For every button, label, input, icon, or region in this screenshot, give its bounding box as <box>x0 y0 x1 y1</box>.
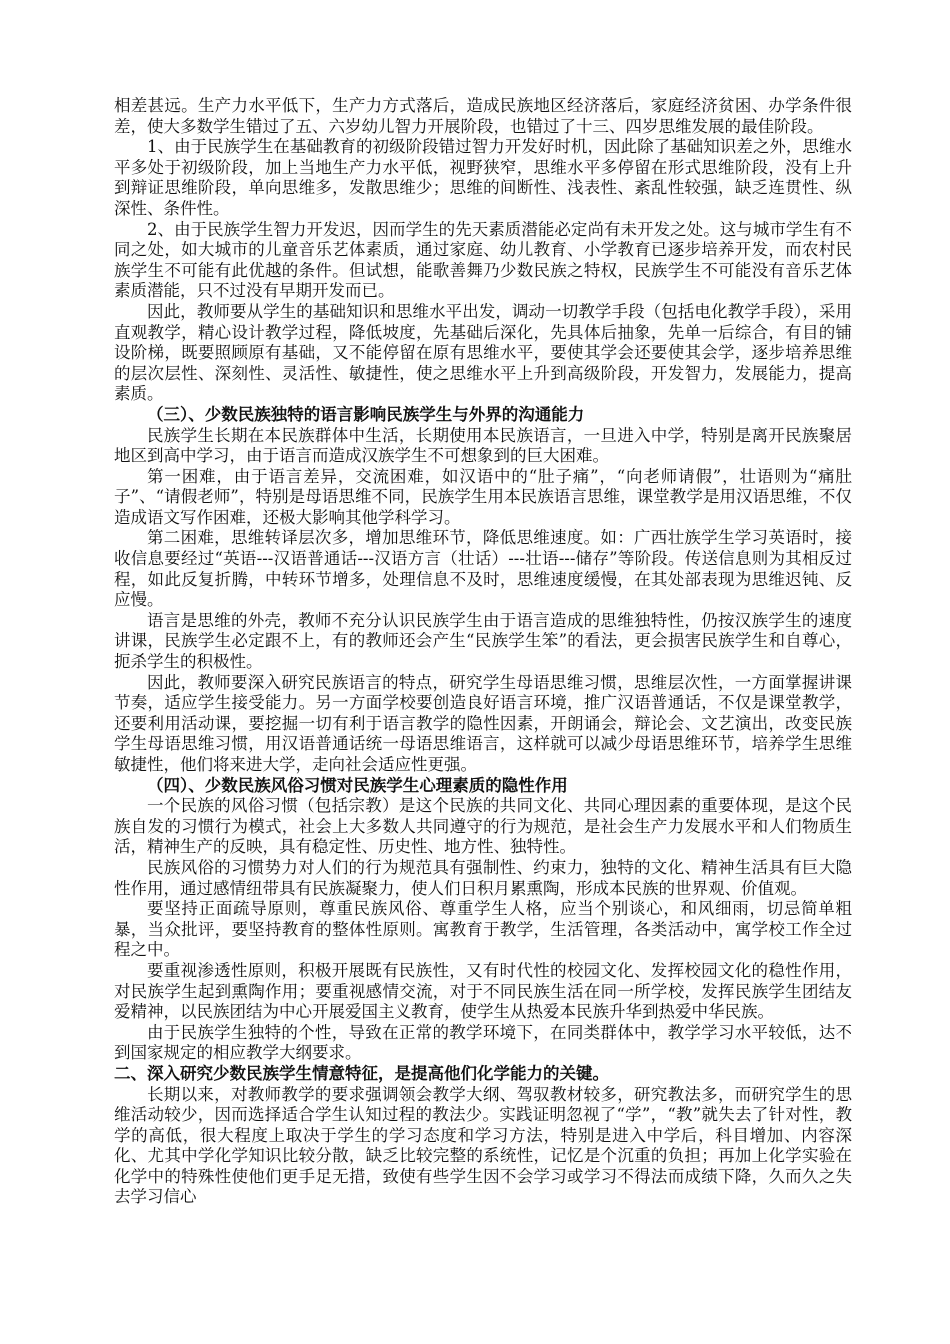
body-paragraph: 要重视渗透性原则，积极开展既有民族性，又有时代性的校园文化、发挥校园文化的稳性作用，对民族学生起到熏陶作用；要重视感情交流，对于不同民族生活在同一所学校，发挥民族学生团结友爱精神，以民族团结为中心开展爱国主义教育，使学生从热爱本民族升华到热爱中华民族。 <box>114 960 852 1022</box>
body-paragraph: 民族风俗的习惯势力对人们的行为规范具有强制性、约束力，独特的文化、精神生活具有巨大隐性作用，通过感情纽带具有民族凝聚力，使人们日积月累熏陶，形成本民族的世界观、价值观。 <box>114 857 852 898</box>
body-paragraph: 一个民族的风俗习惯（包括宗教）是这个民族的共同文化、共同心理因素的重要体现，是这个民族自发的习惯行为模式，社会上大多数人共同遵守的行为规范，是社会生产力发展水平和人们物质生活，精神生产的反映，具有稳定性、历史性、地方性、独特性。 <box>114 796 852 857</box>
body-paragraph: 第二困难，思维转译层次多，增加思维环节，降低思维速度。如：广西壮族学生学习英语时，接收信息要经过“英语---汉语普通话---汉语方言（壮话）---壮语---储存”等阶段。传送信息则为其相反过程，如此反复折腾，中转环节增多，处理信息不及时，思维速度缓慢，在其处部表现为思维迟钝、反应慢。 <box>114 528 852 610</box>
body-paragraph: 由于民族学生独特的个性，导致在正常的教学环境下，在同类群体中，教学学习水平较低，达不到国家规定的相应教学大纲要求。 <box>114 1022 852 1063</box>
section-heading: 二、深入研究少数民族学生情意特征，是提高他们化学能力的关键。 <box>114 1063 609 1083</box>
body-paragraph: 要坚持正面疏导原则，尊重民族风俗、尊重学生人格，应当个别谈心，和风细雨，切忌简单粗暴，当众批评，要坚持教育的整体性原则。寓教育于教学，生活管理，各类活动中，寓学校工作全过程之中。 <box>114 899 852 960</box>
body-paragraph: 语言是思维的外壳，教师不充分认识民族学生由于语言造成的思维独特性，仍按汉族学生的速度讲课，民族学生必定跟不上，有的教师还会产生“民族学生笨”的看法，更会损害民族学生和自尊心，扼杀学生的积极性。 <box>114 610 852 672</box>
section-subheading: （三）、少数民族独特的语言影响民族学生与外界的沟通能力 <box>147 404 585 424</box>
section-subheading: （四）、少数民族风俗习惯对民族学生心理素质的隐性作用 <box>147 775 568 795</box>
body-paragraph: 1、由于民族学生在基础教育的初级阶段错过智力开发好时机，因此除了基础知识差之外，思维水平多处于初级阶段，加上当地生产力水平低，视野狭窄，思维水平多停留在形式思维阶段，没有上升到辩证思维阶段，单向思维多，发散思维少；思维的间断性、浅表性、紊乱性较强，缺乏连贯性、纵深性、条件性。 <box>114 137 852 218</box>
body-paragraph: 长期以来，对教师教学的要求强调领会教学大纲、驾驭教材较多，研究教法多，而研究学生的思维活动较少，因而选择适合学生认知过程的教法少。实践证明忽视了“学”，“教”就失去了针对性，教学的高低，很大程度上取决于学生的学习态度和学习方法，特别是进入中学后，科目增加、内容深化、尤其中学化学知识比较分散，缺乏比较完整的系统性，记忆是个沉重的负担；再加上化学实验在化学中的特殊性使他们更手足无措，致使有些学生因不会学习或学习不得法而成绩下降，久而久之失去学习信心 <box>114 1084 852 1207</box>
body-paragraph: 民族学生长期在本民族群体中生活，长期使用本民族语言，一旦进入中学，特别是离开民族聚居地区到高中学习，由于语言而造成汉族学生不可想象到的巨大困难。 <box>114 425 852 466</box>
body-paragraph: 因此，教师要从学生的基础知识和思维水平出发，调动一切教学手段（包括电化教学手段），采用直观教学，精心设计教学过程，降低坡度，先基础后深化，先具体后抽象，先单一后综合，有目的铺设阶梯，既要照顾原有基础，又不能停留在原有思维水平，要使其学会还要使其会学，逐步培养思维的层次层性、深刻性、灵活性、敏捷性，使之思维水平上升到高级阶段，开发智力，发展能力，提高素质。 <box>114 301 852 404</box>
document-body <box>114 96 852 1208</box>
body-paragraph: 2、由于民族学生智力开发迟，因而学生的先天素质潜能必定尚有未开发之处。这与城市学生有不同之处，如大城市的儿童音乐艺体素质，通过家庭、幼儿教育、小学教育已逐步培养开发，而农村民族学生不可能有此优越的条件。但试想，能歌善舞乃少数民族之特权，民族学生不可能没有音乐艺体素质潜能，只不过没有早期开发而已。 <box>114 219 852 301</box>
body-paragraph: 相差甚远。生产力水平低下，生产力方式落后，造成民族地区经济落后，家庭经济贫困、办学条件很差，使大多数学生错过了五、六岁幼儿智力开展阶段，也错过了十三、四岁思维发展的最佳阶段。 <box>114 96 852 136</box>
body-paragraph: 第一困难，由于语言差异，交流困难，如汉语中的“肚子痛”，“向老师请假”，壮语则为“痛肚子”、“请假老师”，特别是母语思维不同，民族学生用本民族语言思维，课堂教学是用汉语思维，不仅造成语文写作困难，还极大影响其他学科学习。 <box>114 466 852 527</box>
body-paragraph: 因此，教师要深入研究民族语言的特点，研究学生母语思维习惯，思维层次性，一方面掌握讲课节奏，适应学生接受能力。另一方面学校要创造良好语言环境，推广汉语普通话，不仅是课堂教学，还要利用活动课，要挖掘一切有利于语言教学的隐性因素，开朗诵会，辩论会、文艺演出，改变民族学生母语思维习惯，用汉语普通话统一母语思维语言，这样就可以减少母语思维环节，培养学生思维敏捷性，他们将来进大学，走向社会适应性更强。 <box>114 672 852 774</box>
